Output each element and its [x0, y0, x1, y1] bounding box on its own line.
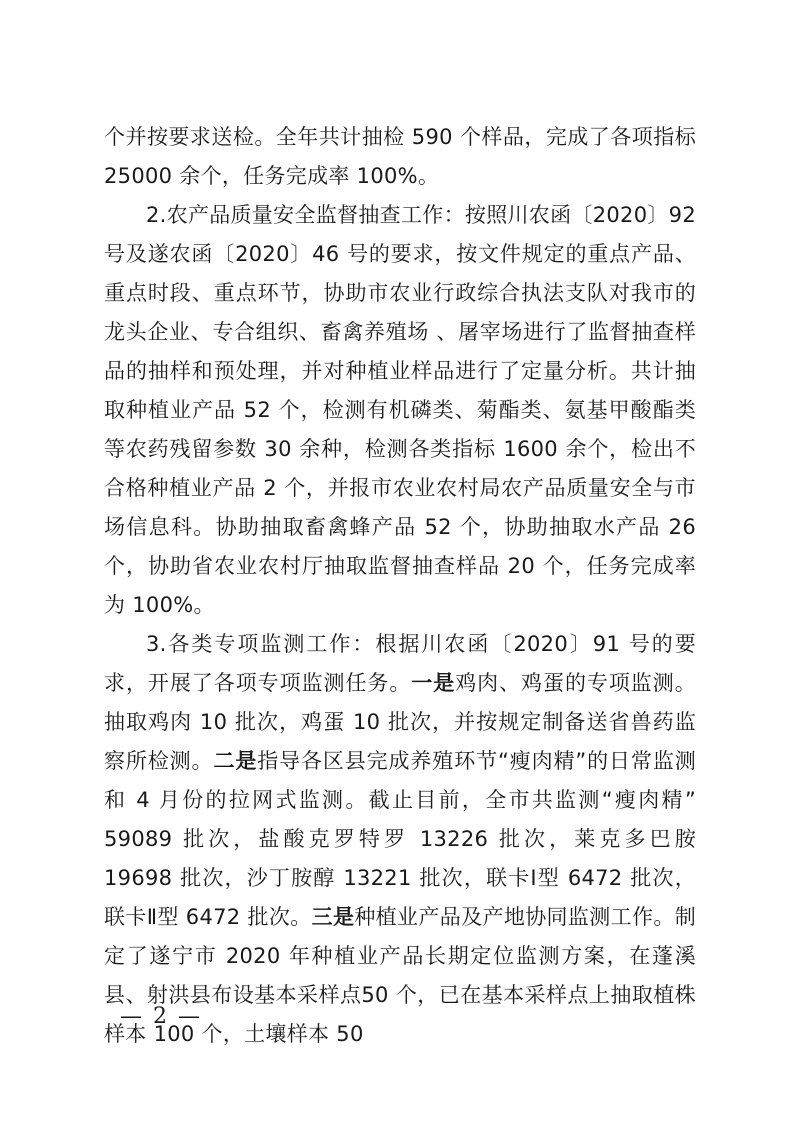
document-body [104, 118, 696, 1054]
page-number: — 2 — [120, 1004, 202, 1029]
item-text-1: 鸡肉、鸡蛋的专项监测。抽取鸡肉 10 批次，鸡蛋 10 批次，并按规定制备送省兽药监察所检测。 [104, 671, 696, 773]
item-marker-3: 三是 [311, 905, 355, 929]
paragraph-3-intro: 3.各类专项监测工作：根据川农函〔2020〕91 号的要求，开展了各项专项监测任务。 [104, 632, 696, 695]
item-text-2: 指导各区县完成养殖环节“瘦肉精”的日常监测和 4 月份的拉网式监测。截止目前，全市共监测“瘦肉精” 59089 批次，盐酸克罗特罗 13226 批次，莱克多巴胺 19698 批次，沙丁胺醇 13221 批次，联卡Ⅰ型 6472 批次，联卡Ⅱ型 6472 批次。 [104, 749, 697, 929]
paragraph-3 [104, 625, 696, 1054]
item-text-3: 种植业产品及产地协同监测工作。制定了遂宁市 2020 年种植业产品长期定位监测方案，在蓬溪县、射洪县布设基本采样点50 个，已在基本采样点上抽取植株样本 100 个，土壤样本 50 [104, 905, 697, 1046]
item-marker-1: 一是 [411, 671, 456, 695]
item-marker-2: 二是 [213, 749, 258, 773]
paragraph-2: 2.农产品质量安全监督抽查工作：按照川农函〔2020〕92 号及遂农函〔2020〕46 号的要求，按文件规定的重点产品、重点时段、重点环节，协助市农业行政综合执法支队对我市的龙头企业、专合组织、畜禽养殖场 、屠宰场进行了监督抽查样品的抽样和预处理，并对种植业样品进行了定量分析。共计抽取种植业产品 52 个，检测有机磷类、菊酯类、氨基甲酸酯类等农药残留参数 30 余种，检测各类指标 1600 余个，检出不合格种植业产品 2 个，并报市农业农村局农产品质量安全与市场信息科。协助抽取畜禽蜂产品 52 个，协助抽取水产品 26 个，协助省农业农村厅抽取监督抽查样品 20 个，任务完成率为 100%。 [104, 203, 696, 617]
paragraph-1: 个并按要求送检。全年共计抽检 590 个样品，完成了各项指标25000 余个，任务完成率 100%。 [104, 125, 696, 188]
